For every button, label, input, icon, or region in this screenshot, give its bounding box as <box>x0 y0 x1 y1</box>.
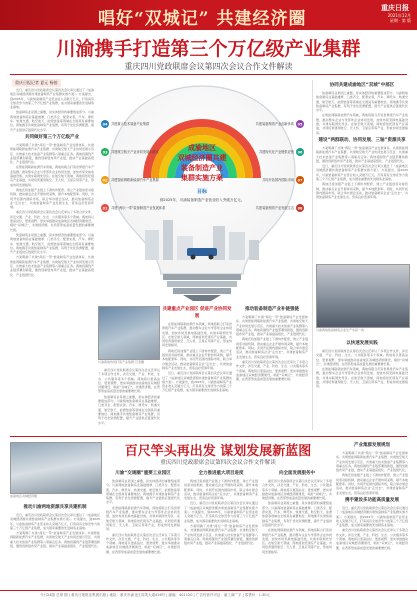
story-divider <box>10 436 407 437</box>
paragraph: 近日，重庆四川党政联席会议第四次会议审议通过了《成渝地区双城经济圈共建装备制造产业集群实施方案》。方案提出，到2025年，川渝装备制造产业营业收入突破万亿元，打造具有全球竞争力的第三个万亿级产业集群，成为国家重要的先进制造业基地。 <box>184 501 258 523</box>
paragraph: 装备制造业是国之重器，是实体经济的重要组成部分。川渝两地装备制造业基础雄厚、门类齐全、配套完善，汽车、摩托车、轨道交通、航空航天、能源装备等领域在全国具有重要地位。两地携手共建装备制造产业集群，有利于优化资源配置，提升产业链供应链现代化水平。 <box>106 479 180 505</box>
paragraph: 方案明确了共建“两坛一带”装备制造产业发展体系、共建智能网联新能源汽车产业集群、共建航空航天产业协同发展示范区、共建重大技术装备产业集群等八项重点任务。两地将围绕产业链部署创新链，围绕创新链布局产业链，推动产业基础高级化、产业链现代化。 <box>336 451 408 473</box>
main-subheadline: 重庆四川党政联席会议第四次会议合作文件解读 <box>124 62 293 71</box>
paragraph: 两地还将加强产业链上下游协作配套，建立产业链供需对接机制，推动重点企业开展协同采购，提升本地配套率。同时，共同开拓国内国际市场，联合举办展会活动，推动装备制造企业“走出去”，共建装备制造产业发展生态，营造良好营商环境。 <box>336 473 408 495</box>
paragraph: 方案明确了共建“两坛一带”装备制造产业发展体系、共建智能网联新能源汽车产业集群、共建航空航天产业协同发展示范区、共建重大技术装备产业集群等八项重点任务。两地将围绕产业链部署创新链，围绕创新链布局产业链，推动产业基础高级化、产业链现代化。 <box>10 531 100 549</box>
middle-column-lower <box>98 368 160 434</box>
paragraph: 方案明确了共建“两坛一带”装备制造产业发展体系、共建智能网联新能源汽车产业集群、共建航空航天产业协同发展示范区、共建重大技术装备产业集群等八项重点任务。两地将围绕产业链部署创新链，围绕创新链布局产业链，推动产业基础高级化、产业链现代化。 <box>10 142 94 165</box>
paragraph: 重庆四川党政联席会议第四次会议还审议了多项合作文件，涉及交通、产业、科技、生态、公共服务等多个领域。两地将以更高站位、更宽视野、更实举措推动成渝地区双城经济圈建设，唱好“双城记”，共建经济圈，在西部形成高质量发展的重要增长极。 <box>10 210 94 232</box>
task-text: 共建现代化产业链供应链 <box>258 150 294 155</box>
bulb-title-line: 装备制造产业 <box>181 164 223 172</box>
paragraph: 装备制造业是国之重器，是实体经济的重要组成部分。川渝两地装备制造业基础雄厚、门类齐全、配套完善，汽车、摩托车、轨道交通、航空航天、能源装备等领域在全国具有重要地位。两地携手共建装备制造产业集群，有利于优化资源配置，提升产业链供应链现代化水平。 <box>10 232 94 255</box>
task-number: 02 <box>102 178 108 183</box>
paragraph: 在智能网联新能源汽车领域，两地将联合打造世界级汽车产业集群，推动整车企业与零部件企业协同发展，加快布局充换电基础设施，共建车联网先导区。在航空航天领域，两地将依托现有产业基础，共同培育通用航空、无人机、卫星应用等产业，形成协同发展格局。 <box>316 367 408 389</box>
byline: 重庆日报记者 夏元 杨骏 <box>12 79 61 87</box>
banner-slogan: 唱好“双城记” 共建经济圈 <box>98 9 307 29</box>
bottom-column-3 <box>184 468 258 588</box>
task-text: 共建航空航天产业协同发展示范区 <box>111 150 159 155</box>
meeting-photo <box>316 264 410 328</box>
paragraph: 在智能网联新能源汽车领域，两地将联合打造世界级汽车产业集群，推动整车企业与零部件企业协同发展，加快布局充换电基础设施，共建车联网先导区。在航空航天领域，两地将依托现有产业基础，共同培育通用航空、无人机、卫星应用等产业，形成协同发展格局。 <box>106 505 180 532</box>
task-text: 共建“两坛一带”装备制造产业发展体系 <box>111 206 166 211</box>
bulb-socket-band <box>173 288 231 294</box>
bottom-column-4 <box>262 468 332 588</box>
paragraph: 重庆四川党政联席会议第四次会议还审议了多项合作文件，涉及交通、产业、科技、生态、公共服务等多个领域。两地将以更高站位、更宽视野、更实举措推动成渝地区双城经济圈建设，唱好“双城记”，共建经济圈，在西部形成高质量发展的重要增长极。 <box>98 368 160 394</box>
paragraph: 装备制造业是国之重器，是实体经济的重要组成部分。川渝两地装备制造业基础雄厚、门类齐全、配套完善，汽车、摩托车、轨道交通、航空航天、能源装备等领域在全国具有重要地位。两地携手共建装备制造产业集群，有利于优化资源配置，提升产业链供应链现代化水平。 <box>98 394 160 425</box>
paragraph: 两地还将加强产业链上下游协作配套，建立产业链供需对接机制，推动重点企业开展协同采购，提升本地配套率。同时，共同开拓国内国际市场，联合举办展会活动，推动装备制造企业“走出去”，共建装备制造产业发展生态，营造良好营商环境。 <box>316 182 408 200</box>
section-heading: 推动川渝两地资源共享共建机制 <box>23 505 87 510</box>
task-number: 01 <box>102 206 108 211</box>
paragraph: 两地还将加强产业链上下游协作配套，建立产业链供需对接机制，推动重点企业开展协同采购，提升本地配套率。同时，共同开拓国内国际市场，联合举办展会活动，推动装备制造企业“走出去”，共建装备制造产业发展生态，营造良好营商环境。 <box>184 479 258 501</box>
paragraph: 在智能网联新能源汽车领域，两地将联合打造世界级汽车产业集群，推动整车企业与零部件企业协同发展，加快布局充换电基础设施，共建车联网先导区。在航空航天领域，两地将依托现有产业基础，共同培育通用航空、无人机、卫星应用等产业，形成协同发展格局。 <box>162 322 232 348</box>
task-number: 07 <box>297 178 303 183</box>
task-text: 共同开拓国内国际市场 <box>262 178 294 183</box>
paragraph: 方案明确了共建“两坛一带”装备制造产业发展体系、共建智能网联新能源汽车产业集群、共建航空航天产业协同发展示范区、共建重大技术装备产业集群等八项重点任务。两地将围绕产业链部署创新链，围绕创新链布局产业链，推动产业基础高级化、产业链现代化。 <box>10 255 94 277</box>
bottom-column-2 <box>106 468 180 588</box>
section-heading: 携手建设多功能高质量发展 <box>345 497 399 503</box>
news-photo <box>98 306 160 360</box>
paragraph: 重庆四川党政联席会议第四次会议还审议了多项合作文件，涉及交通、产业、科技、生态、公共服务等多个领域。两地将以更高站位、更宽视野、更实举措推动成渝地区双城经济圈建设，唱好“双城记”，共建经济圈，在西部形成高质量发展的重要增长极。 <box>106 532 180 554</box>
bulb-socket-band <box>167 281 237 287</box>
right-column <box>316 80 408 260</box>
paragraph: 在智能网联新能源汽车领域，两地将联合打造世界级汽车产业集群，推动整车企业与零部件企业协同发展，加快布局充换电基础设施，共建车联网先导区。在航空航天领域，两地将依托现有产业基础，共同培育通用航空、无人机、卫星应用等产业，形成协同发展格局。 <box>316 113 408 135</box>
second-headline: 百尺竿头再出发 谋划发展新蓝图 <box>124 444 312 459</box>
section-heading: 川渝“交通圈”重要工业园区 <box>115 471 171 476</box>
task-text: 共建智能网联新能源汽车产业集群 <box>111 178 159 183</box>
goal-text: 到2025年，川渝装备制造产业营业收入突破万亿元。 <box>159 198 245 202</box>
paragraph: 近日，重庆四川党政联席会议第四次会议审议通过了《成渝地区双城经济圈共建装备制造产业集群实施方案》。方案提出，到2025年，川渝装备制造产业营业收入突破万亿元，打造具有全球竞争力的第三个万亿级产业集群，成为国家重要的先进制造业基地。 <box>316 164 408 182</box>
task-number: 08 <box>297 206 303 211</box>
task-text: 共建装备制造产业发展生态 <box>255 206 294 211</box>
photo-caption: 成渝地区双城经济圈 <box>10 494 38 498</box>
task-number: 03 <box>102 150 108 155</box>
paragraph: 装备制造业是国之重器，是实体经济的重要组成部分。川渝两地装备制造业基础雄厚、门类齐全、配套完善，汽车、摩托车、轨道交通、航空航天、能源装备等领域在全国具有重要地位。两地携手共建装备制造产业集群，有利于优化资源配置，提升产业链供应链现代化水平。 <box>316 91 408 113</box>
photo-caption: 川渝两地装备制造企业生产车间一角 <box>316 328 365 332</box>
paragraph: 近日，重庆四川党政联席会议第四次会议审议通过了《成渝地区双城经济圈共建装备制造产业集群实施方案》。方案提出，到2025年，川渝装备制造产业营业收入突破万亿元，打造具有全球竞争力的第三个万亿级产业集群，成为国家重要的先进制造业基地。 <box>10 513 100 530</box>
section-heading: 共建重点产业园区 促进产业协同发展 <box>162 307 232 319</box>
bottom-right-column <box>336 440 408 588</box>
section-heading: 协同共建成渝地区“双城”中部区 <box>329 83 395 88</box>
paragraph: 方案明确了共建“两坛一带”装备制造产业发展体系、共建智能网联新能源汽车产业集群、共建航空航天产业协同发展示范区、共建重大技术装备产业集群等八项重点任务。两地将围绕产业链部署创新链，围绕创新链布局产业链，推动产业基础高级化、产业链现代化。 <box>236 315 308 337</box>
bulb-title-line: 双城经济圈共建 <box>177 154 227 162</box>
section-heading: 全力推进重大项目进度 <box>198 471 244 476</box>
paragraph: 方案明确了共建“两坛一带”装备制造产业发展体系、共建智能网联新能源汽车产业集群、共建航空航天产业协同发展示范区、共建重大技术装备产业集群等八项重点任务。两地将围绕产业链部署创新链，围绕创新链布局产业链，推动产业基础高级化、产业链现代化。 <box>316 145 408 163</box>
task-number: 04 <box>102 122 108 127</box>
left-column <box>10 88 94 428</box>
goal-label: 目标 <box>196 189 208 195</box>
paragraph: 方案明确了共建“两坛一带”装备制造产业发展体系、共建智能网联新能源汽车产业集群、共建航空航天产业协同发展示范区、共建重大技术装备产业集群等八项重点任务。两地将围绕产业链部署创新链，围绕创新链布局产业链，推动产业基础高级化、产业链现代化。 <box>184 523 258 546</box>
banner-meta: 2021年12月 星期 · 第 版 <box>387 13 411 23</box>
bulb-title-line: 成渝地区 <box>188 144 216 152</box>
section-heading: 产业集群发展规划 <box>354 443 390 448</box>
right-column-lower <box>316 338 408 430</box>
factory-photo <box>10 442 102 494</box>
paragraph: 近日，重庆四川党政联席会议第四次会议审议通过了《成渝地区双城经济圈共建装备制造产业集群实施方案》。方案提出，到2025年，川渝装备制造产业营业收入突破万亿元，打造具有全球竞争力的第三个万亿级产业集群，成为国家重要的先进制造业基地。 <box>336 505 408 528</box>
page-footer: 今日24版 总第 期 | 重庆日报报业集团出版 | 地址：重庆市渝北区同茂大道416号 | 邮编：401120 | 广告经营许可证：渝工商广字 | 零售价：1.50元 <box>0 590 417 600</box>
middle-right-column <box>236 304 308 434</box>
main-headline: 川渝携手打造第三个万亿级产业集群 <box>56 38 361 60</box>
task-text: 共建重大技术装备产业集群 <box>111 122 150 127</box>
task-number: 06 <box>297 150 303 155</box>
column-divider <box>312 80 313 430</box>
section-heading: 推动装备制造产业补链强链 <box>245 307 299 312</box>
newspaper-logo: 重庆日报 <box>381 4 409 12</box>
section-heading: 共同做好第三个万亿级产业 <box>25 134 79 140</box>
paragraph: 装备制造业是国之重器，是实体经济的重要组成部分。川渝两地装备制造业基础雄厚、门类齐全、配套完善，汽车、摩托车、轨道交通、航空航天、能源装备等领域在全国具有重要地位。两地携手共建装备制造产业集群，有利于优化资源配置，提升产业链供应链现代化水平。 <box>262 501 332 527</box>
middle-column <box>162 304 232 434</box>
paragraph: 近日，重庆四川党政联席会议第四次会议审议通过了《成渝地区双城经济圈共建装备制造产业集群实施方案》。方案提出，到2025年，川渝装备制造产业营业收入突破万亿元，打造具有全球竞争力的第三个万亿级产业集群，成为国家重要的先进制造业基地。 <box>10 88 94 110</box>
paragraph: 重庆四川党政联席会议第四次会议还审议了多项合作文件，涉及交通、产业、科技、生态、公共服务等多个领域。两地将以更高站位、更宽视野、更实举措推动成渝地区双城经济圈建设，唱好“双城记”，共建经济圈，在西部形成高质量发展的重要增长极。 <box>236 359 308 382</box>
page-banner <box>0 0 417 30</box>
second-subheadline: 重庆四川党政联席会议第四次会议合作文件解读 <box>160 460 276 466</box>
bulb-socket-band <box>163 274 241 280</box>
bottom-left-column <box>10 502 100 588</box>
paragraph: 重庆四川党政联席会议第四次会议还审议了多项合作文件，涉及交通、产业、科技、生态、公共服务等多个领域。两地将以更高站位、更宽视野、更实举措推动成渝地区双城经济圈建设，唱好“双城记”，共建经济圈，在西部形成高质量发展的重要增长极。 <box>336 528 408 550</box>
paragraph: 重庆四川党政联席会议第四次会议还审议了多项合作文件，涉及交通、产业、科技、生态、公共服务等多个领域。两地将以更高站位、更宽视野、更实举措推动成渝地区双城经济圈建设，唱好“双城记”，共建经济圈，在西部形成高质量发展的重要增长极。 <box>262 479 332 501</box>
paragraph: 两地还将加强产业链上下游协作配套，建立产业链供需对接机制，推动重点企业开展协同采购，提升本地配套率。同时，共同开拓国内国际市场，联合举办展会活动，推动装备制造企业“走出去”，共建装备制造产业发展生态，营造良好营商环境。 <box>236 337 308 359</box>
section-heading: 向全面发展服务中 <box>279 471 315 476</box>
headline-rule <box>10 74 407 75</box>
paragraph: 重庆四川党政联席会议第四次会议还审议了多项合作文件，涉及交通、产业、科技、生态、公共服务等多个领域。两地将以更高站位、更宽视野、更实举措推动成渝地区双城经济圈建设，唱好“双城记”，共建经济圈，在西部形成高质量发展的重要增长极。 <box>316 349 408 366</box>
bulb-infographic <box>95 80 310 302</box>
task-number: 05 <box>297 122 303 127</box>
photo-caption: 川渝两地协同打造产业集群 记者摄 <box>98 360 144 364</box>
section-heading: 建设“两群联动、协同发展、三轴”资源共享 <box>318 137 406 143</box>
section-heading: 以快速发展实践 <box>346 341 378 346</box>
bulb-title-line: 集群实施方案 <box>181 174 223 182</box>
paragraph: 近日，重庆四川党政联席会议第四次会议审议通过了《成渝地区双城经济圈共建装备制造产业集群实施方案》。方案提出，到2025年，川渝装备制造产业营业收入突破万亿元，打造具有全球竞争力的第三个万亿级产业集群，成为国家重要的先进制造业基地。 <box>162 371 232 393</box>
paragraph: 在智能网联新能源汽车领域，两地将联合打造世界级汽车产业集群，推动整车企业与零部件企业协同发展，加快布局充换电基础设施，共建车联网先导区。在航空航天领域，两地将依托现有产业基础，共同培育通用航空、无人机、卫星应用等产业，形成协同发展格局。 <box>262 528 332 554</box>
bulb-socket-tip <box>183 295 221 301</box>
paragraph: 在智能网联新能源汽车领域，两地将联合打造世界级汽车产业集群，推动整车企业与零部件企业协同发展，加快布局充换电基础设施，共建车联网先导区。在航空航天领域，两地将依托现有产业基础，共同培育通用航空、无人机、卫星应用等产业，形成协同发展格局。 <box>10 165 94 187</box>
paragraph: 装备制造业是国之重器，是实体经济的重要组成部分。川渝两地装备制造业基础雄厚、门类齐全、配套完善，汽车、摩托车、轨道交通、航空航天、能源装备等领域在全国具有重要地位。两地携手共建装备制造产业集群，有利于优化资源配置，提升产业链供应链现代化水平。 <box>10 110 94 132</box>
task-text: 共建装备制造产业创新体系 <box>255 122 294 127</box>
paragraph: 两地还将加强产业链上下游协作配套，建立产业链供需对接机制，推动重点企业开展协同采购，提升本地配套率。同时，共同开拓国内国际市场，联合举办展会活动，推动装备制造企业“走出去”，共建装备制造产业发展生态，营造良好营商环境。 <box>162 348 232 370</box>
paragraph: 两地还将加强产业链上下游协作配套，建立产业链供需对接机制，推动重点企业开展协同采购，提升本地配套率。同时，共同开拓国内国际市场，联合举办展会活动，推动装备制造企业“走出去”，共建装备制造产业发展生态，营造良好营商环境。 <box>10 187 94 210</box>
